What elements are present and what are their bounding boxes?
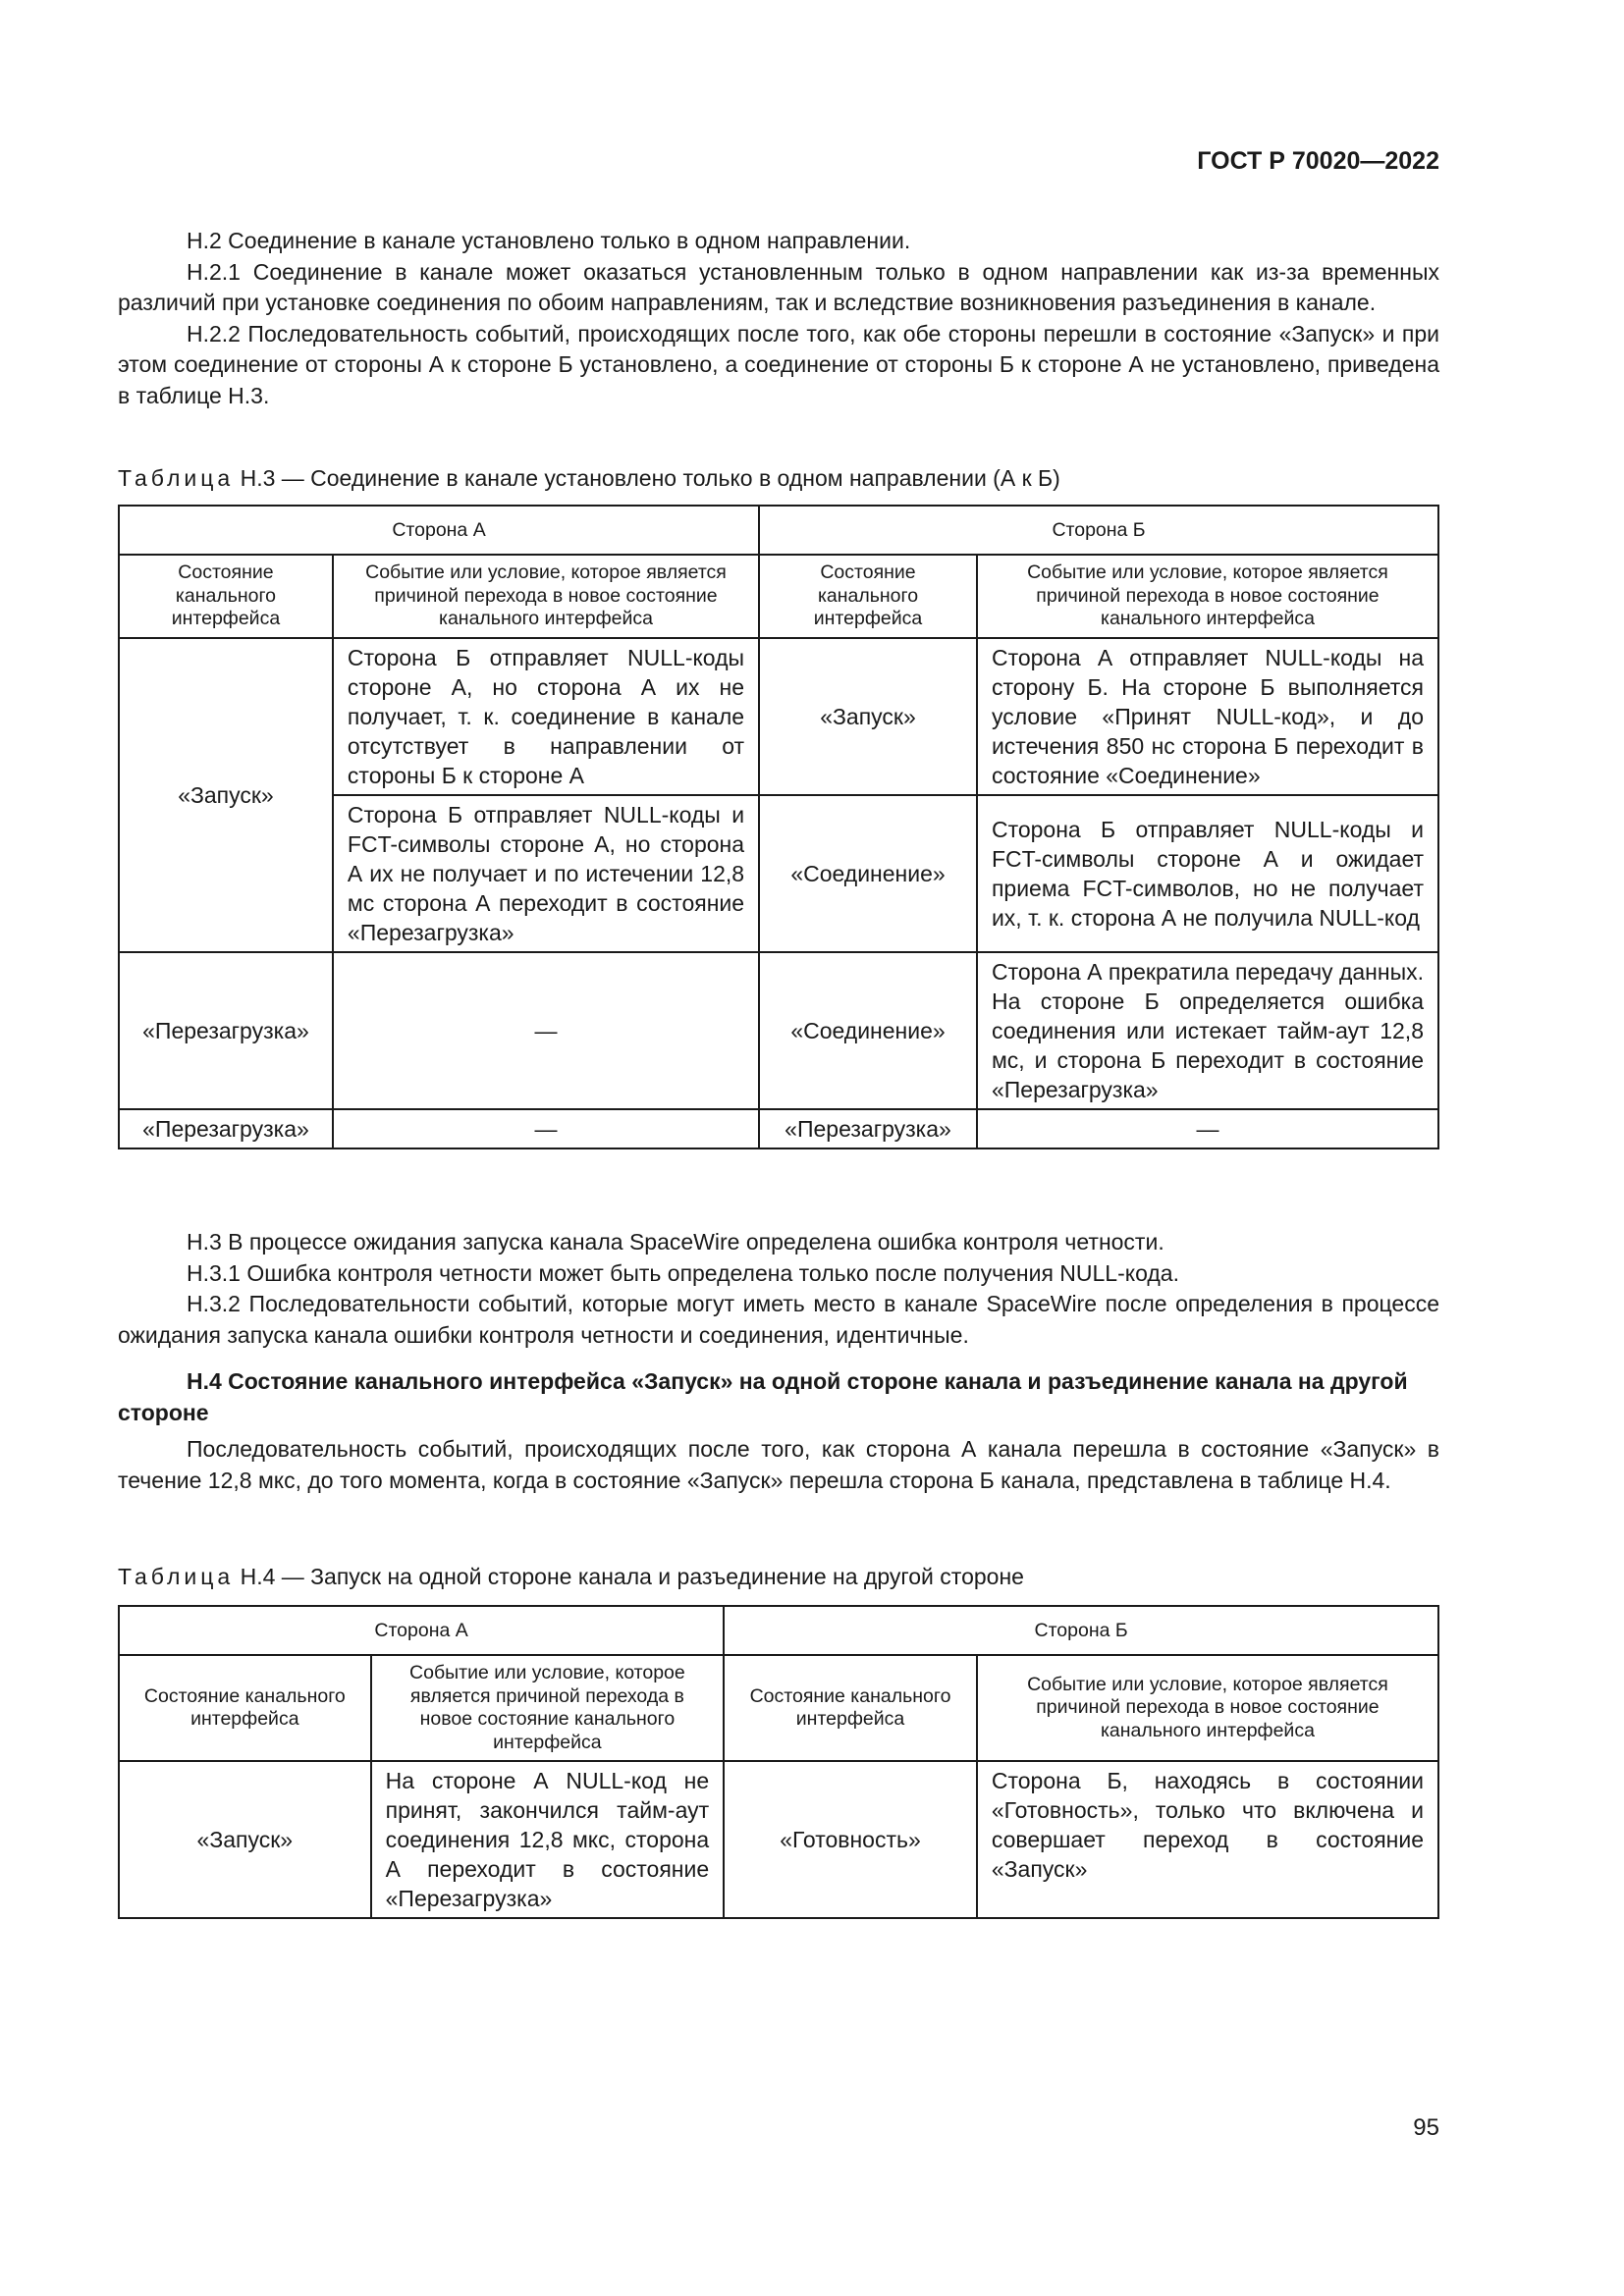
paragraph-h3-1: Н.3.1 Ошибка контроля четности может быть определена только после получения NULL-кода. — [187, 1259, 1179, 1286]
table-h3-r1-state-a: «Запуск» — [119, 638, 333, 952]
table-h4-wrapper — [118, 1605, 1439, 1919]
table-h3-col-event-b: Событие или условие, которое является причиной перехода в новое состояние канального интерфейса — [977, 555, 1438, 638]
table-h4-caption-text: Н.4 — Запуск на одной стороне канала и разъединение на другой стороне — [234, 1564, 1024, 1589]
table-h4-caption-word: Таблица — [118, 1564, 235, 1589]
table-h3-caption-word: Таблица — [118, 465, 235, 491]
section-h4-heading: Н.4 Состояние канального интерфейса «Запуск» на одной стороне канала и разъединение канала на другой стороне — [118, 1368, 1408, 1425]
table-h4-caption — [118, 1562, 1439, 1593]
table-h4-r1-event-a: На стороне А NULL-код не принят, закончился тайм-аут соединения 12,8 мкс, сторона А переходит в состояние «Перезагрузка» — [371, 1761, 725, 1918]
table-h3-col-event-a: Событие или условие, которое является причиной перехода в новое состояние канального интерфейса — [333, 555, 759, 638]
table-h3 — [118, 505, 1439, 1149]
table-h4-r1-event-b: Сторона Б, находясь в состоянии «Готовность», только что включена и совершает переход в состояние «Запуск» — [977, 1761, 1438, 1918]
table-h3-r4-event-a: — — [333, 1109, 759, 1148]
document-header: ГОСТ Р 70020—2022 — [1197, 147, 1439, 175]
page-number: 95 — [1413, 2114, 1439, 2141]
table-h3-col-state-a: Состояние канального интерфейса — [119, 555, 333, 638]
paragraph-h3: Н.3 В процессе ожидания запуска канала SpaceWire определена ошибка контроля четности. — [187, 1229, 1164, 1255]
table-h4-col-event-b: Событие или условие, которое является причиной перехода в новое состояние канального интерфейса — [977, 1655, 1438, 1761]
section-h4 — [118, 1366, 1439, 1496]
paragraph-h3-2: Н.3.2 Последовательности событий, которые могут иметь место в канале SpaceWire после определения в процессе ожидания запуска канала ошибки контроля четности и соединения, идентичные. — [118, 1291, 1439, 1348]
table-h3-r3-event-b: Сторона А прекратила передачу данных. На стороне Б определяется ошибка соединения или истекает тайм-аут 12,8 мс, и сторона Б переходит в состояние «Перезагрузка» — [977, 952, 1438, 1109]
table-h4-side-row — [119, 1606, 1438, 1655]
table-h3-r2-event-b: Сторона Б отправляет NULL-коды и FCT-символы стороне А и ожидает приема FCT-символов, но не получает их, т. к. сторона А не получила NULL-код — [977, 795, 1438, 952]
table-h3-r3-event-a: — — [333, 952, 759, 1109]
table-h4-header-row — [119, 1655, 1438, 1761]
table-h4-col-event-a: Событие или условие, которое является причиной перехода в новое состояние канального интерфейса — [371, 1655, 725, 1761]
table-h3-col-state-b: Состояние канального интерфейса — [759, 555, 977, 638]
paragraph-h2: Н.2 Соединение в канале установлено только в одном направлении. — [187, 228, 911, 253]
table-h3-r1-event-b: Сторона А отправляет NULL-коды на сторону Б. На стороне Б выполняется условие «Принят NULL-код», и до истечения 850 нс сторона Б переходит в состояние «Соединение» — [977, 638, 1438, 795]
table-h3-r3-state-a: «Перезагрузка» — [119, 952, 333, 1109]
table-h3-side-b: Сторона Б — [759, 506, 1438, 555]
table-row — [119, 952, 1438, 1109]
paragraph-h4: Последовательность событий, происходящих после того, как сторона А канала перешла в состояние «Запуск» в течение 12,8 мкс, до того момента, когда в состояние «Запуск» перешла сторона Б канала, представлена в таблице Н.4. — [118, 1436, 1439, 1493]
table-h4-col-state-b: Состояние канального интерфейса — [724, 1655, 977, 1761]
table-h3-r4-state-b: «Перезагрузка» — [759, 1109, 977, 1148]
table-h4 — [118, 1605, 1439, 1919]
table-h4-col-state-a: Состояние канального интерфейса — [119, 1655, 371, 1761]
table-h4-r1-state-b: «Готовность» — [724, 1761, 977, 1918]
table-h4-r1-state-a: «Запуск» — [119, 1761, 371, 1918]
table-h3-caption — [118, 463, 1439, 495]
table-h3-r3-state-b: «Соединение» — [759, 952, 977, 1109]
table-h3-side-a: Сторона А — [119, 506, 759, 555]
table-h3-header-row — [119, 555, 1438, 638]
table-h3-r2-event-a: Сторона Б отправляет NULL-коды и FCT-символы стороне А, но сторона А их не получает и по истечении 12,8 мс сторона А переходит в состояние «Перезагрузка» — [333, 795, 759, 952]
table-h3-side-row — [119, 506, 1438, 555]
paragraph-h2-1: Н.2.1 Соединение в канале может оказаться установленным только в одном направлении как из-за временных различий при установке соединения по обоим направлениям, так и вследствие возникновения разъединения в канале. — [118, 258, 1439, 315]
paragraph-h2-2: Н.2.2 Последовательность событий, происходящих после того, как обе стороны перешли в состояние «Запуск» и при этом соединение от стороны А к стороне Б установлено, а соединение от стороны Б к стороне А не установлено, приведена в таблице Н.3. — [118, 320, 1439, 408]
table-h3-r4-state-a: «Перезагрузка» — [119, 1109, 333, 1148]
table-h3-wrapper — [118, 505, 1439, 1149]
table-h3-r1-event-a: Сторона Б отправляет NULL-коды стороне А, но сторона А их не получает, т. к. соединение в канале отсутствует в направлении от стороны Б к стороне А — [333, 638, 759, 795]
table-row — [119, 638, 1438, 795]
table-h3-r1-state-b: «Запуск» — [759, 638, 977, 795]
table-h3-caption-text: Н.3 — Соединение в канале установлено только в одном направлении (А к Б) — [234, 465, 1060, 491]
table-row — [119, 1109, 1438, 1148]
table-h3-r2-state-b: «Соединение» — [759, 795, 977, 952]
table-h3-r4-event-b: — — [977, 1109, 1438, 1148]
section-h2 — [118, 226, 1439, 411]
table-row — [119, 1761, 1438, 1918]
section-h3 — [118, 1227, 1439, 1351]
table-h4-side-a: Сторона А — [119, 1606, 724, 1655]
table-h4-side-b: Сторона Б — [724, 1606, 1438, 1655]
